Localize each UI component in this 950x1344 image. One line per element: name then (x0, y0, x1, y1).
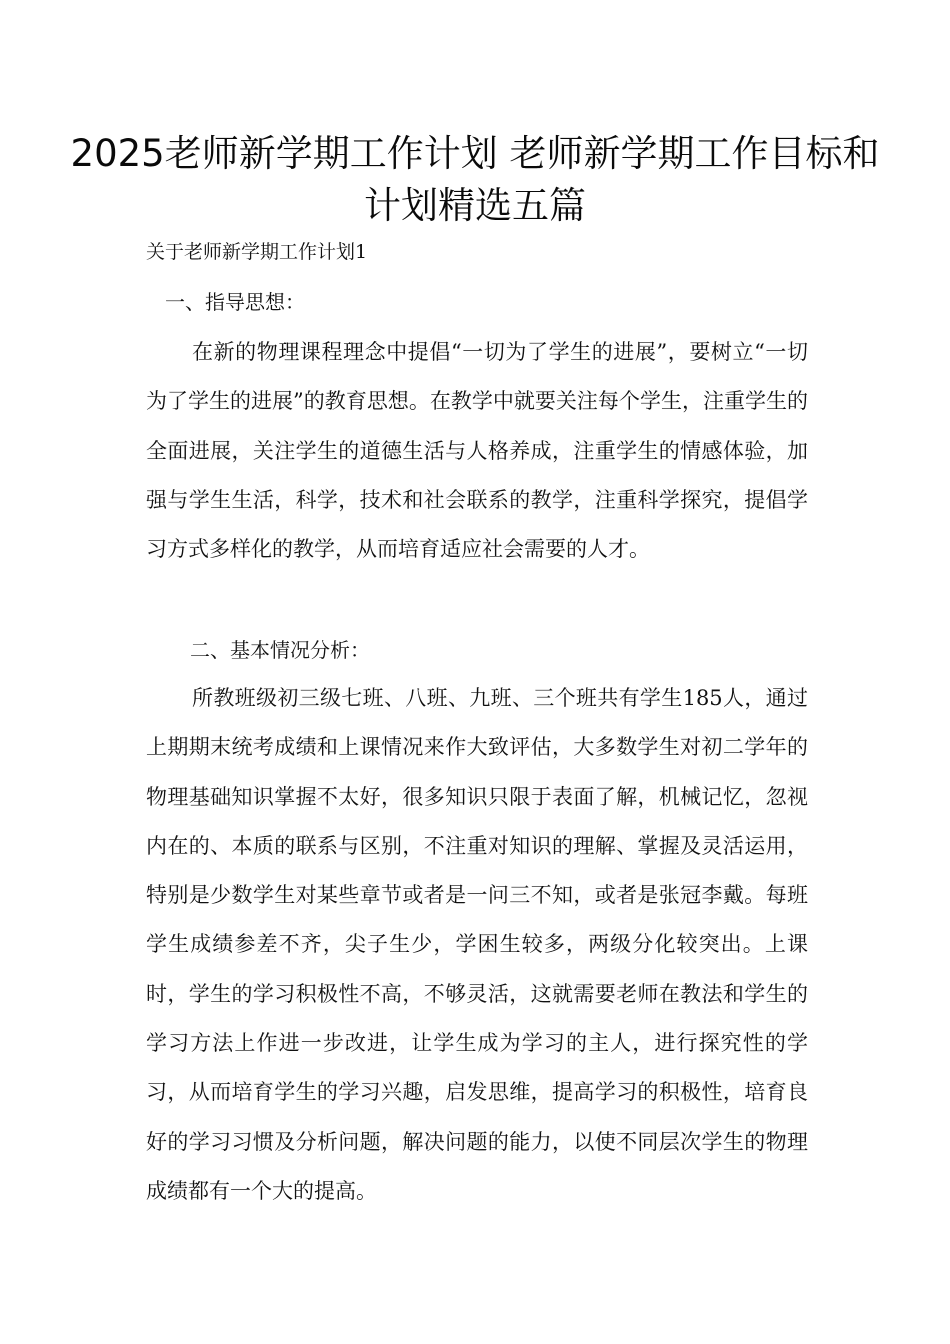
section-heading-guiding-ideology: 一、指导思想： (165, 290, 305, 314)
section-paragraph-guiding-ideology: 在新的物理课程理念中提倡“一切为了学生的进展”，要树立“一切为了学生的进展”的教育思想。在教学中就要关注每个学生，注重学生的全面进展，关注学生的道德生活与人格养成，注重学生的情感体验，加强与学生生活，科学，技术和社会联系的教学，注重科学探究，提倡学习方式多样化的教学，从而培育适应社会需要的人才。 (146, 340, 808, 562)
document-title: 2025老师新学期工作计划 老师新学期工作目标和计划精选五篇 (70, 132, 880, 227)
plan-subheading: 关于老师新学期工作计划1 (146, 241, 368, 263)
section-paragraph-situation-analysis: 所教班级初三级七班、八班、九班、三个班共有学生185人，通过上期期末统考成绩和上课情况来作大致评估，大多数学生对初二学年的物理基础知识掌握不太好，很多知识只限于表面了解，机械记忆，忽视内在的、本质的联系与区别，不注重对知识的理解、掌握及灵活运用，特别是少数学生对某些章节或者是一问三不知，或者是张冠李戴。每班学生成绩参差不齐，尖子生少，学困生较多，两级分化较突出。上课时，学生的学习积极性不高，不够灵活，这就需要老师在教法和学生的学习方法上作进一步改进，让学生成为学习的主人，进行探究性的学习，从而培育学生的学习兴趣，启发思维，提高学习的积极性，培育良好的学习习惯及分析问题，解决问题的能力，以使不同层次学生的物理成绩都有一个大的提高。 (146, 686, 808, 1203)
section-heading-situation-analysis: 二、基本情况分析： (190, 638, 370, 662)
